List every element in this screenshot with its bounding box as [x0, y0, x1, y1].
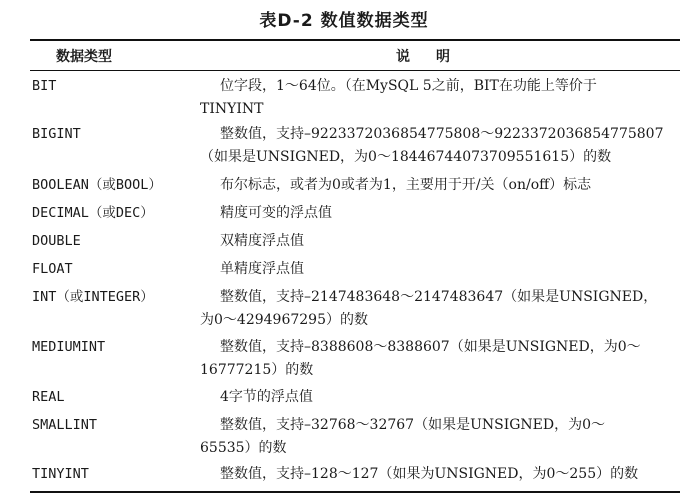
description-cell — [200, 75, 674, 121]
description-cell — [200, 336, 674, 382]
description-line: 单精度浮点值 — [220, 261, 304, 277]
description-cell — [204, 202, 674, 225]
data-type-cell: FLOAT — [32, 261, 73, 277]
description-line: （如果是UNSIGNED，为0～18446744073709551615）的数 — [200, 149, 612, 165]
description-line: 整数值，支持–32768～32767（如果是UNSIGNED，为0～ — [220, 417, 606, 433]
table-caption: 表D-2 数值数据类型 — [259, 11, 429, 31]
description-cell — [200, 123, 674, 169]
description-line: 双精度浮点值 — [220, 233, 304, 249]
description-line: 精度可变的浮点值 — [220, 205, 332, 221]
description-line: 整数值，支持–128～127（如果为UNSIGNED，为0～255）的数 — [220, 466, 639, 482]
description-line: 整数值，支持–9223372036854775808～9223372036854775807 — [220, 126, 664, 142]
description-cell — [204, 463, 674, 486]
description-cell — [200, 414, 674, 460]
data-type-cell: TINYINT — [32, 466, 89, 482]
table-header-rule — [30, 70, 680, 71]
description-cell — [204, 258, 674, 281]
description-line: 4字节的浮点值 — [220, 389, 313, 405]
data-type-cell: BIGINT — [32, 126, 81, 142]
data-type-cell: BIT — [32, 78, 57, 94]
description-line: 为0～4294967295）的数 — [200, 312, 368, 328]
description-line: 整数值，支持–2147483648～2147483647（如果是UNSIGNED， — [220, 289, 658, 305]
header-description: 说明 — [396, 49, 476, 65]
description-cell — [200, 286, 674, 332]
data-type-cell: BOOLEAN（或BOOL） — [32, 177, 162, 193]
description-cell — [204, 174, 674, 197]
data-type-cell: DOUBLE — [32, 233, 81, 249]
description-line: 位字段，1～64位。（在MySQL 5之前，BIT在功能上等价于 — [220, 78, 597, 94]
data-type-cell: REAL — [32, 389, 65, 405]
description-cell — [204, 230, 674, 253]
data-type-cell: MEDIUMINT — [32, 339, 106, 355]
data-type-cell: DECIMAL（或DEC） — [32, 205, 154, 221]
data-type-cell: INT（或INTEGER） — [32, 289, 154, 305]
description-line: 布尔标志，或者为0或者为1，主要用于开/关（on/off）标志 — [220, 177, 592, 193]
description-line: TINYINT — [200, 101, 264, 117]
description-line: 整数值，支持–8388608～8388607（如果是UNSIGNED，为0～ — [220, 339, 641, 355]
header-data-type: 数据类型 — [56, 49, 112, 65]
description-line: 16777215）的数 — [200, 362, 314, 378]
table-bottom-rule — [30, 491, 680, 493]
table-top-rule — [30, 39, 680, 41]
description-line: 65535）的数 — [200, 440, 287, 456]
data-type-cell: SMALLINT — [32, 417, 98, 433]
description-cell — [204, 386, 674, 409]
